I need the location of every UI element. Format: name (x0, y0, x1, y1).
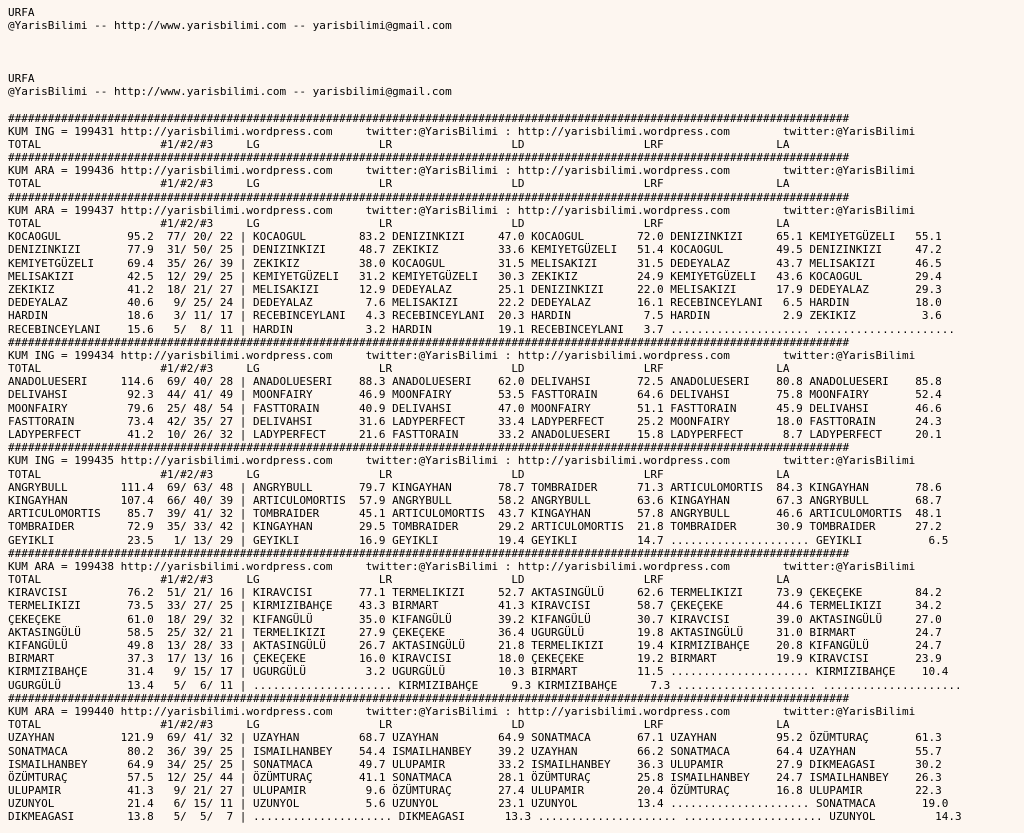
column-header-line: TOTAL #1/#2/#3 LG LR LD LRF LA (8, 177, 790, 191)
race-header-line: KUM ING = 199431 http://yarisbilimi.wordpress.com twitter:@YarisBilimi : http://yarisbilimi.wordpress.com twitter:@YarisBilimi (8, 124, 916, 138)
table-row: MOONFAIRY 79.6 25/ 48/ 54 | FASTTORAIN 40.9 DELIVAHSI 47.0 MOONFAIRY 51.1 FASTTORAIN 45.9 DELIVAHSI 46.6 (8, 401, 942, 415)
race-header-line: KUM ING = 199434 http://yarisbilimi.wordpress.com twitter:@YarisBilimi : http://yarisbilimi.wordpress.com twitter:@YarisBilimi (8, 348, 916, 362)
city-title: URFA (8, 71, 35, 85)
blank-line (8, 98, 1024, 111)
column-header-line: TOTAL #1/#2/#3 LG LR LD LRF LA (8, 362, 790, 376)
separator-line: ############################################################################################################################### (8, 335, 850, 349)
table-row: ÇEKEÇEKE 61.0 18/ 29/ 32 | KIFANGÜLÜ 35.0 KIFANGÜLÜ 39.2 KIFANGÜLÜ 30.7 KIRAVCISI 39.0 AKTASINGÜLÜ 27.0 (8, 612, 942, 626)
race-header-line: KUM ARA = 199437 http://yarisbilimi.wordpress.com twitter:@YarisBilimi : http://yarisbilimi.wordpress.com twitter:@YarisBilimi (8, 203, 916, 217)
table-row: TERMELIKIZI 73.5 33/ 27/ 25 | KIRMIZIBAHÇE 43.3 BIRMART 41.3 KIRAVCISI 58.7 ÇEKEÇEKE 44.6 TERMELIKIZI 34.2 (8, 599, 942, 613)
table-row: DIKMEAGASI 13.8 5/ 5/ 7 | ..................... DIKMEAGASI 13.3 ..................... ..................... UZUNYOL 14.3 (8, 810, 962, 824)
table-row: FASTTORAIN 73.4 42/ 35/ 27 | DELIVAHSI 31.6 LADYPERFECT 33.4 LADYPERFECT 25.2 MOONFAIRY 18.0 FASTTORAIN 24.3 (8, 414, 942, 428)
separator-line: ############################################################################################################################### (8, 691, 850, 705)
table-row: KINGAYHAN 107.4 66/ 40/ 39 | ARTICULOMORTIS 57.9 ANGRYBULL 58.2 ANGRYBULL 63.6 KINGAYHAN 67.3 ANGRYBULL 68.7 (8, 493, 942, 507)
table-row: DEDEYALAZ 40.6 9/ 25/ 24 | DEDEYALAZ 7.6 MELISAKIZI 22.2 DEDEYALAZ 16.1 RECEBINCEYLANI 6.5 HARDIN 18.0 (8, 296, 942, 310)
blank-line (8, 59, 1024, 72)
race-header-line: KUM ARA = 199438 http://yarisbilimi.wordpress.com twitter:@YarisBilimi : http://yarisbilimi.wordpress.com twitter:@YarisBilimi (8, 559, 916, 573)
table-row: ÖZÜMTURAÇ 57.5 12/ 25/ 44 | ÖZÜMTURAÇ 41.1 SONATMACA 28.1 ÖZÜMTURAÇ 25.8 ISMAILHANBEY 24.7 ISMAILHANBEY 26.3 (8, 770, 942, 784)
city-title: URFA (8, 6, 35, 19)
table-row: MELISAKIZI 42.5 12/ 29/ 25 | KEMIYETGÜZELI 31.2 KEMIYETGÜZELI 30.3 ZEKIKIZ 24.9 KEMIYETGÜZELI 43.6 KOCAOGUL 29.4 (8, 269, 942, 283)
table-row: RECEBINCEYLANI 15.6 5/ 8/ 11 | HARDIN 3.2 HARDIN 19.1 RECEBINCEYLANI 3.7 ..................... ..................... (8, 322, 956, 336)
separator-line: ############################################################################################################################### (8, 441, 850, 455)
table-row: SONATMACA 80.2 36/ 39/ 25 | ISMAILHANBEY 54.4 ISMAILHANBEY 39.2 UZAYHAN 66.2 SONATMACA 64.4 UZAYHAN 55.7 (8, 744, 942, 758)
table-row: KIRMIZIBAHÇE 31.4 9/ 15/ 17 | UGURGÜLÜ 3.2 UGURGÜLÜ 10.3 BIRMART 11.5 ..................... KIRMIZIBAHÇE 10.4 (8, 665, 949, 679)
table-row: ANADOLUESERI 114.6 69/ 40/ 28 | ANADOLUESERI 88.3 ANADOLUESERI 62.0 DELIVAHSI 72.5 ANADOLUESERI 80.8 ANADOLUESERI 85.8 (8, 375, 942, 389)
table-row: TOMBRAIDER 72.9 35/ 33/ 42 | KINGAYHAN 29.5 TOMBRAIDER 29.2 ARTICULOMORTIS 21.8 TOMBRAIDER 30.9 TOMBRAIDER 27.2 (8, 520, 942, 534)
table-row: HARDIN 18.6 3/ 11/ 17 | RECEBINCEYLANI 4.3 RECEBINCEYLANI 20.3 HARDIN 7.5 HARDIN 2.9 ZEKIKIZ 3.6 (8, 309, 942, 323)
table-row: KIRAVCISI 76.2 51/ 21/ 16 | KIRAVCISI 77.1 TERMELIKIZI 52.7 AKTASINGÜLÜ 62.6 TERMELIKIZI 73.9 ÇEKEÇEKE 84.2 (8, 586, 942, 600)
blank-line (8, 46, 1024, 59)
table-row: ULUPAMIR 41.3 9/ 21/ 27 | ULUPAMIR 9.6 ÖZÜMTURAÇ 27.4 ULUPAMIR 20.4 ÖZÜMTURAÇ 16.8 ULUPAMIR 22.3 (8, 784, 942, 798)
table-row: ISMAILHANBEY 64.9 34/ 25/ 25 | SONATMACA 49.7 ULUPAMIR 33.2 ISMAILHANBEY 36.3 ULUPAMIR 27.9 DIKMEAGASI 30.2 (8, 757, 942, 771)
column-header-line: TOTAL #1/#2/#3 LG LR LD LRF LA (8, 467, 790, 481)
table-row: KEMIYETGÜZELI 69.4 35/ 26/ 39 | ZEKIKIZ 38.0 KOCAOGUL 31.5 MELISAKIZI 31.5 DEDEYALAZ 43.7 MELISAKIZI 46.5 (8, 256, 942, 270)
contact-line: @YarisBilimi -- http://www.yarisbilimi.com -- yarisbilimi@gmail.com (8, 19, 452, 33)
race-header-line: KUM ARA = 199436 http://yarisbilimi.wordpress.com twitter:@YarisBilimi : http://yarisbilimi.wordpress.com twitter:@YarisBilimi (8, 164, 916, 178)
table-row: DENIZINKIZI 77.9 31/ 50/ 25 | DENIZINKIZI 48.7 ZEKIKIZ 33.6 KEMIYETGÜZELI 51.4 KOCAOGUL 49.5 DENIZINKIZI 47.2 (8, 243, 942, 257)
column-header-line: TOTAL #1/#2/#3 LG LR LD LRF LA (8, 573, 790, 587)
blank-line (8, 32, 1024, 45)
table-row: UZAYHAN 121.9 69/ 41/ 32 | UZAYHAN 68.7 UZAYHAN 64.9 SONATMACA 67.1 UZAYHAN 95.2 ÖZÜMTURAÇ 61.3 (8, 731, 942, 745)
table-row: UGURGÜLÜ 13.4 5/ 6/ 11 | ..................... KIRMIZIBAHÇE 9.3 KIRMIZIBAHÇE 7.3 ..................... ..................... (8, 678, 962, 692)
column-header-line: TOTAL #1/#2/#3 LG LR LD LRF LA (8, 718, 790, 732)
table-row: KIFANGÜLÜ 49.8 13/ 28/ 33 | AKTASINGÜLÜ 26.7 AKTASINGÜLÜ 21.8 TERMELIKIZI 19.4 KIRMIZIBAHÇE 20.8 KIFANGÜLÜ 24.7 (8, 639, 942, 652)
race-header-line: KUM ARA = 199440 http://yarisbilimi.wordpress.com twitter:@YarisBilimi : http://yarisbilimi.wordpress.com twitter:@YarisBilimi (8, 704, 916, 718)
table-row: LADYPERFECT 41.2 10/ 26/ 32 | LADYPERFECT 21.6 FASTTORAIN 33.2 ANADOLUESERI 15.8 LADYPERFECT 8.7 LADYPERFECT 20.1 (8, 428, 942, 441)
race-header-line: KUM ING = 199435 http://yarisbilimi.wordpress.com twitter:@YarisBilimi : http://yarisbilimi.wordpress.com twitter:@YarisBilimi (8, 454, 916, 468)
table-row: BIRMART 37.3 17/ 13/ 16 | ÇEKEÇEKE 16.0 KIRAVCISI 18.0 ÇEKEÇEKE 19.2 BIRMART 19.9 KIRAVCISI 23.9 (8, 652, 942, 666)
separator-line: ############################################################################################################################### (8, 111, 850, 125)
table-row: DELIVAHSI 92.3 44/ 41/ 49 | MOONFAIRY 46.9 MOONFAIRY 53.5 FASTTORAIN 64.6 DELIVAHSI 75.8 MOONFAIRY 52.4 (8, 388, 942, 402)
separator-line: ############################################################################################################################### (8, 190, 850, 204)
table-row: ANGRYBULL 111.4 69/ 63/ 48 | ANGRYBULL 79.7 KINGAYHAN 78.7 TOMBRAIDER 71.3 ARTICULOMORTIS 84.3 KINGAYHAN 78.6 (8, 480, 942, 494)
column-header-line: TOTAL #1/#2/#3 LG LR LD LRF LA (8, 137, 790, 151)
table-row: ARTICULOMORTIS 85.7 39/ 41/ 32 | TOMBRAIDER 45.1 ARTICULOMORTIS 43.7 KINGAYHAN 57.8 ANGRYBULL 46.6 ARTICULOMORTIS 48.1 (8, 507, 942, 521)
table-row: ZEKIKIZ 41.2 18/ 21/ 27 | MELISAKIZI 12.9 DEDEYALAZ 25.1 DENIZINKIZI 22.0 MELISAKIZI 17.9 DEDEYALAZ 29.3 (8, 282, 942, 296)
column-header-line: TOTAL #1/#2/#3 LG LR LD LRF LA (8, 217, 790, 230)
table-row: UZUNYOL 21.4 6/ 15/ 11 | UZUNYOL 5.6 UZUNYOL 23.1 UZUNYOL 13.4 ..................... SONATMACA 19.0 (8, 797, 949, 811)
table-row: KOCAOGUL 95.2 77/ 20/ 22 | KOCAOGUL 83.2 DENIZINKIZI 47.0 KOCAOGUL 72.0 DENIZINKIZI 65.1 KEMIYETGÜZELI 55.1 (8, 230, 942, 244)
separator-line: ############################################################################################################################### (8, 546, 850, 560)
table-row: AKTASINGÜLÜ 58.5 25/ 32/ 21 | TERMELIKIZI 27.9 ÇEKEÇEKE 36.4 UGURGÜLÜ 19.8 AKTASINGÜLÜ 31.0 BIRMART 24.7 (8, 625, 942, 639)
contact-line: @YarisBilimi -- http://www.yarisbilimi.com -- yarisbilimi@gmail.com (8, 85, 452, 99)
table-row: GEYIKLI 23.5 1/ 13/ 29 | GEYIKLI 16.9 GEYIKLI 19.4 GEYIKLI 14.7 ..................... GEYIKLI 6.5 (8, 533, 949, 547)
separator-line: ############################################################################################################################### (8, 151, 850, 165)
